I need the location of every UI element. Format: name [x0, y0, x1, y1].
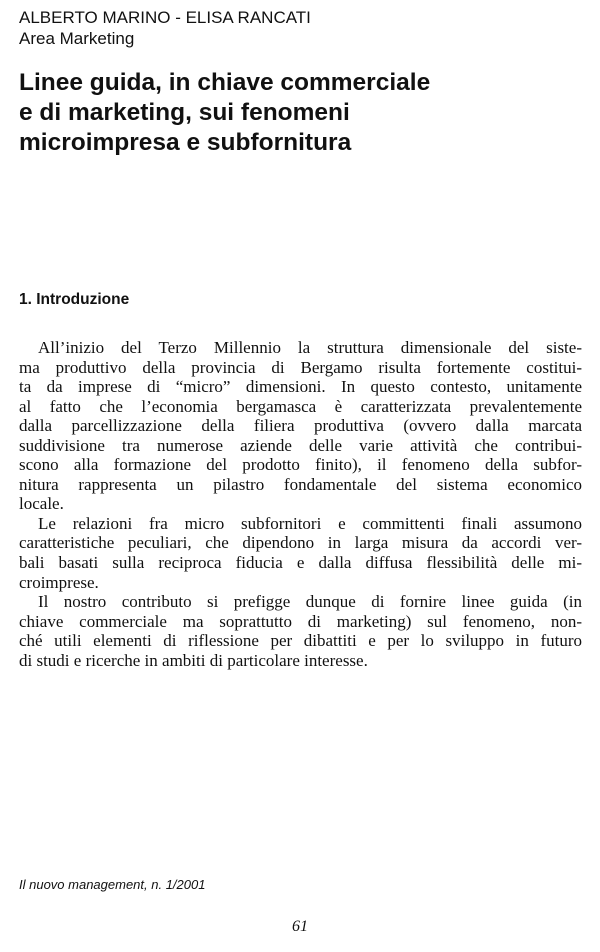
paragraph-line: ché utili elementi di riflessione per dibattiti e per lo sviluppo in futuro	[19, 631, 582, 651]
body-text	[19, 338, 582, 670]
article-title	[19, 68, 430, 158]
paragraph-line: scono alla formazione del prodotto finito), il fenomeno della subfor-	[19, 455, 582, 475]
paragraph-line: All’inizio del Terzo Millennio la struttura dimensionale del siste-	[38, 338, 582, 357]
paragraph-line: Le relazioni fra micro subfornitori e committenti finali assumono	[38, 513, 582, 533]
title-line: Linee guida, in chiave commerciale	[19, 69, 431, 96]
paragraph-line: croimprese.	[19, 572, 99, 592]
page-number: 61	[292, 918, 308, 935]
authors: ALBERTO MARINO - ELISA RANCATI	[19, 8, 311, 27]
paragraph-line: suddivisione tra numerose aziende delle varie attività che contribui-	[19, 435, 582, 455]
paragraph-line: ta da imprese di “micro” dimensioni. In questo contesto, unitamente	[19, 377, 582, 397]
paragraph-line: locale.	[19, 494, 64, 514]
section-heading: 1. Introduzione	[19, 291, 130, 308]
paragraph-line: dalla parcellizzazione della filiera produttiva (ovvero dalla marcata	[19, 416, 582, 436]
paragraph-line: di studi e ricerche in ambiti di particolare interesse.	[19, 650, 368, 670]
title-line: microimpresa e subfornitura	[19, 129, 352, 156]
paragraph-line: al fatto che l’economia bergamasca è caratterizzata prevalentemente	[19, 396, 582, 416]
paragraph-line: nitura rappresenta un pilastro fondamentale del sistema economico	[19, 474, 582, 494]
paragraph-line: ma produttivo della provincia di Bergamo risulta fortemente costitui-	[19, 357, 582, 377]
paragraph-line: bali basati sulla reciproca fiducia e dalla diffusa flessibilità delle mi-	[19, 553, 582, 573]
paragraph-line: caratteristiche peculiari, che dipendono in larga misura da accordi ver-	[19, 533, 582, 553]
paragraph-line: Il nostro contributo si prefigge dunque di fornire linee guida (in	[38, 592, 582, 612]
title-line: e di marketing, sui fenomeni	[19, 99, 350, 126]
area-label: Area Marketing	[19, 29, 135, 48]
paragraph-line: chiave commerciale ma soprattutto di marketing) sul fenomeno, non-	[19, 611, 582, 631]
journal-citation: Il nuovo management, n. 1/2001	[19, 877, 206, 892]
